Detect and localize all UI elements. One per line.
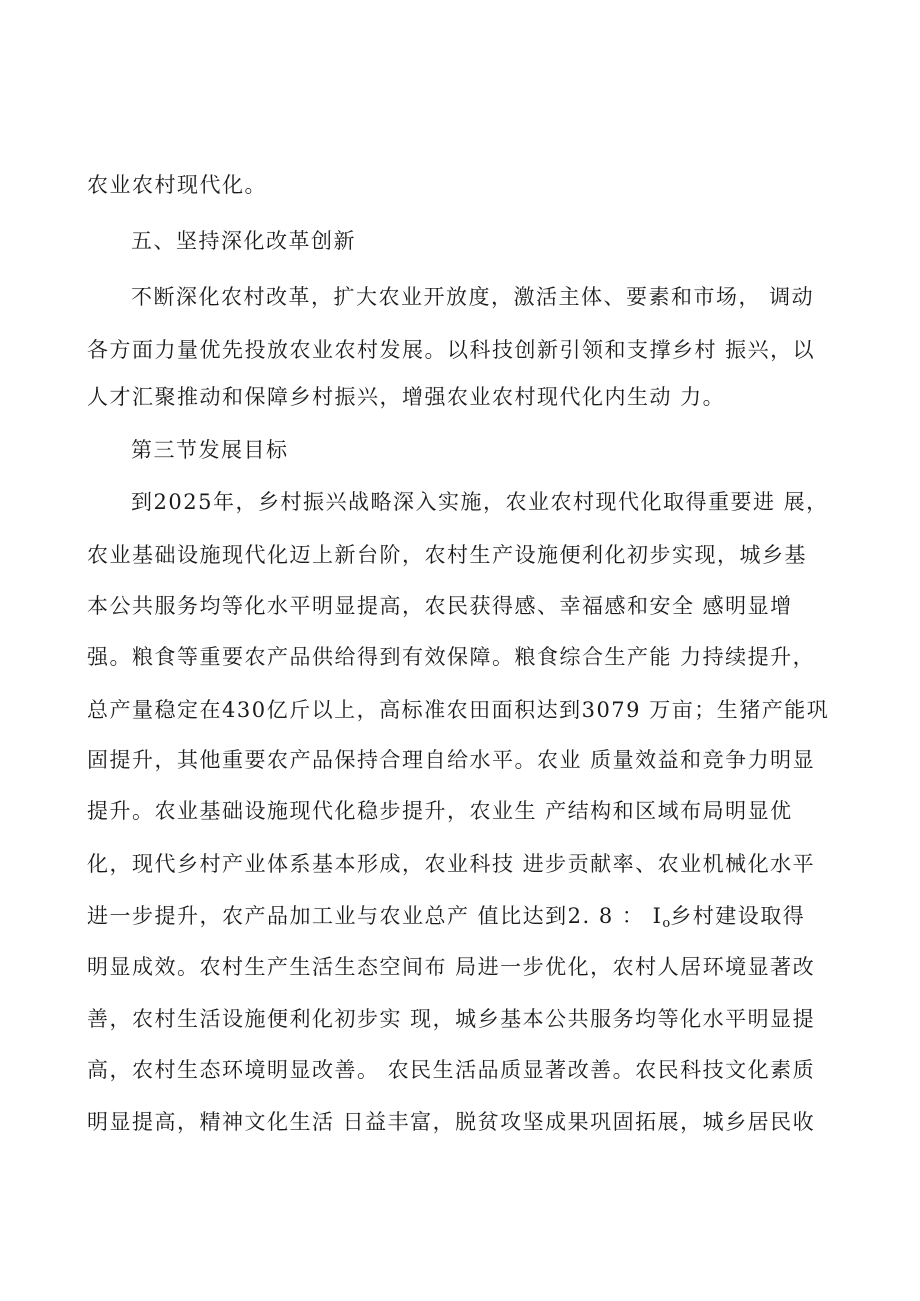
paragraph-line: 到2025年，乡村振兴战略深入实施，农业农村现代化取得重要进 展，: [131, 490, 829, 514]
paragraph-line: 高，农村生态环境明显改善。 农民生活品质显著改善。农民科技文化素质: [87, 1058, 816, 1082]
paragraph-line: 农业基础设施现代化迈上新台阶，农村生产设施便利化初步实现，城乡基: [87, 543, 807, 567]
paragraph-line: 提升。农业基础设施现代化稳步提升，农业生 产结构和区域布局明显优: [87, 799, 793, 823]
paragraph-line: [87, 902, 847, 938]
section-heading: 第三节发展目标: [131, 438, 289, 462]
paragraph-line: 各方面力量优先投放农业农村发展。以科技创新引领和支撑乡村 振兴，以: [87, 338, 816, 362]
subscript-mark: o: [662, 916, 671, 931]
paragraph-line: 总产量稳定在430亿斤以上，高标准农田面积达到3079 万亩；生猪产能巩: [87, 698, 830, 722]
paragraph-line: 人才汇聚推动和保障乡村振兴，增强农业农村现代化内生动 力。: [87, 385, 726, 409]
paragraph-line: 化，现代乡村产业体系基本形成，农业科技 进步贡献率、农业机械化水平: [87, 852, 816, 876]
line-segment: 乡村建设取得: [670, 904, 806, 928]
paragraph-line: 不断深化农村改革，扩大农业开放度，激活主体、要素和市场， 调动: [131, 285, 815, 309]
paragraph-line: 强。粮食等重要农产品供给得到有效保障。粮食综合生产能 力持续提升，: [87, 645, 816, 669]
paragraph-line: 明显成效。农村生产生活生态空间布 局进一步优化，农村人居环境显著改: [87, 955, 816, 979]
line-segment: 进一步提升，农产品加工业与农业总产 值比达到2. 8 ： I: [87, 904, 663, 928]
paragraph-line: 明显提高，精神文化生活 日益丰富，脱贫攻坚成果巩固拓展，城乡居民收: [87, 1110, 816, 1134]
paragraph-line: 固提升，其他重要农产品保持合理自给水平。农业 质量效益和竞争力明显: [87, 748, 816, 772]
paragraph-line: 农业农村现代化。: [87, 173, 267, 197]
section-heading: 五、坚持深化改革创新: [131, 229, 356, 253]
paragraph-line: 本公共服务均等化水平明显提高，农民获得感、幸福感和安全 感明显增: [87, 594, 793, 618]
paragraph-line: 善，农村生活设施便利化初步实 现，城乡基本公共服务均等化水平明显提: [87, 1007, 816, 1031]
